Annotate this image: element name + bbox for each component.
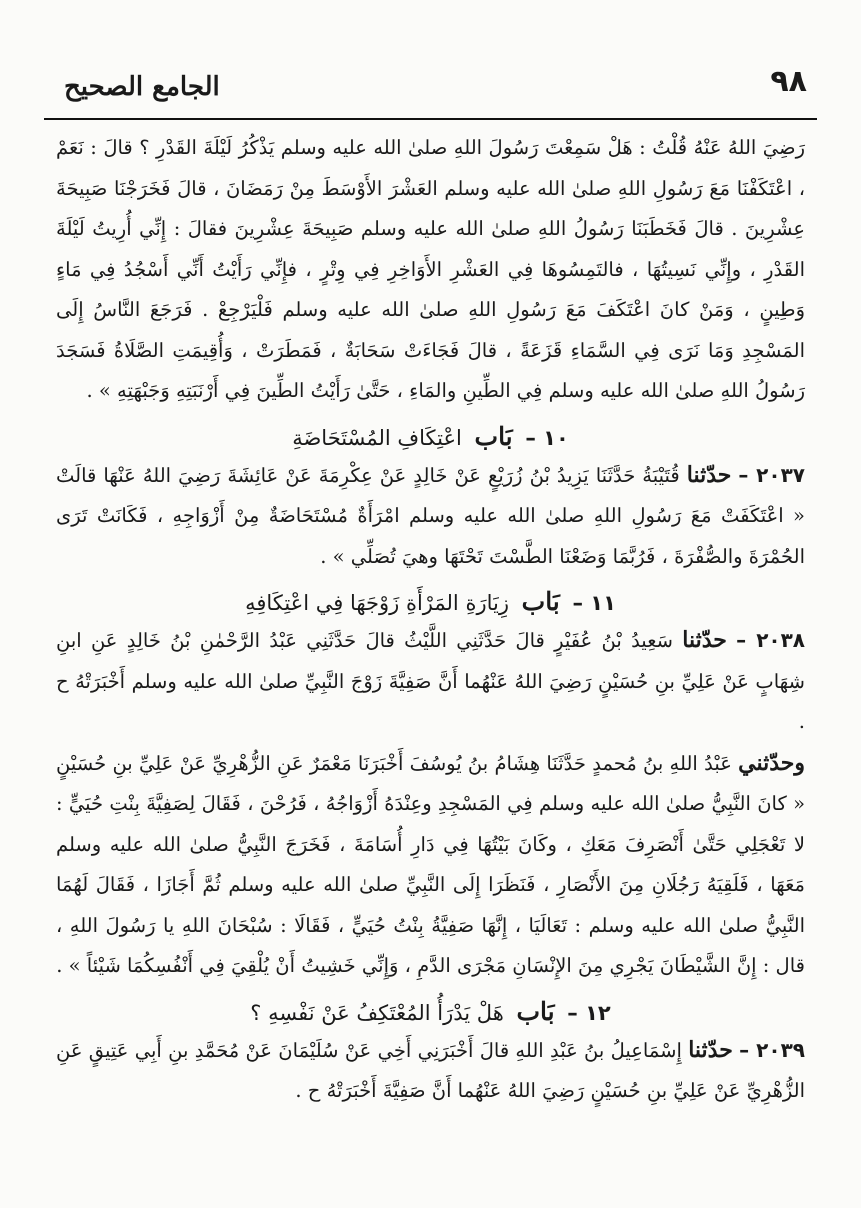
hadith-text: عَبْدُ اللهِ بنُ مُحمدٍ حَدَّثَنَا هِشَامُ بنُ يُوسُفَ أَخْبَرَنَا مَعْمَرٌ عَنِ الزُّهْرِيِّ عَنْ عَلِيِّ بنِ حُسَيْنٍ « كانَ النَّبِيُّ صلىٰ الله عليه وسلم فِي المَسْجِدِ وعِنْدَهُ أَزْوَاجُهُ ، فَرُحْنَ ، فَقَالَ لِصَفِيَّةَ بِنْتِ حُيَيٍّ : لا تَعْجَلِي حَتَّىٰ أَنْصَرِفَ مَعَكِ ، وكَانَ بَيْتُهَا فِي دَارِ أُسَامَةَ ، فَخَرَجَ النَّبِيُّ صلىٰ الله عليه وسلم مَعَهَا ، فَلَقِيَهُ رَجُلَانِ مِنَ الأَنْصَارِ ، فَنَظَرَا إِلَى النَّبِيِّ صلىٰ الله عليه وسلم ثُمَّ أَجَازَا ، فَقَالَ لَهُمَا النَّبِيُّ صلىٰ الله عليه وسلم : تَعَالَيَا ، إِنَّهَا صَفِيَّةُ بِنْتُ حُيَيٍّ ، فَقَالَا : سُبْحَانَ اللهِ يا رَسُولَ اللهِ ، قال : إِنَّ الشَّيْطَانَ يَجْرِي مِنَ الإِنْسَانِ مَجْرَى الدَّمِ ، وَإِنِّي خَشِيتُ أَنْ يُلْقِيَ فِي أَنْفُسِكُمَا شَيْئاً » . bbox=[56, 751, 805, 977]
book-title: الجامع الصحيح bbox=[64, 72, 220, 102]
chapter-heading bbox=[56, 997, 805, 1026]
hadith-number: ٢٠٣٧ – bbox=[738, 462, 805, 487]
haddathana-word: وحدّثني bbox=[738, 749, 805, 776]
chapter-bab: بَاب bbox=[516, 996, 555, 1026]
chapter-number: ١٢ – bbox=[567, 1000, 611, 1025]
chapter-bab: بَاب bbox=[521, 587, 560, 616]
intro-paragraph: رَضِيَ اللهُ عَنْهُ قُلْتُ : هَلْ سَمِعْتَ رَسُولَ اللهِ صلىٰ الله عليه وسلم يَذْكُرُ لَيْلَةَ القَدْرِ ؟ قالَ : نَعَمْ ، اعْتَكَفْنَا مَعَ رَسُولِ اللهِ صلىٰ الله عليه وسلم العَشْرَ الأَوْسَطَ مِنْ رَمَضَانَ ، قالَ فَخَرَجْنَا صَبِيحَةَ عِشْرِينَ . قالَ فَخَطَبَنَا رَسُولُ اللهِ صلىٰ الله عليه وسلم صَبِيحَةَ عِشْرِينَ فقالَ : إِنِّي أُرِيتُ لَيْلَةَ القَدْرِ ، وإِنِّي نَسِيتُهَا ، فالتَمِسُوهَا فِي العَشْرِ الأَوَاخِرِ فِي وِتْرٍ ، فإِنِّي رَأَيْتُ أَنِّي أَسْجُدُ فِي مَاءٍ وَطِينٍ ، وَمَنْ كانَ اعْتَكَفَ مَعَ رَسُولِ اللهِ صلىٰ الله عليه وسلم فَلْيَرْجِعْ . فَرَجَعَ النَّاسُ إِلَى المَسْجِدِ وَمَا نَرَى فِي السَّمَاءِ قَزَعَةً ، قالَ فَجَاءَتْ سَحَابَةٌ ، فَمَطَرَتْ ، وَأُقِيمَتِ الصَّلَاةُ فَسَجَدَ رَسُولُ اللهِ صلىٰ الله عليه وسلم فِي الطِّينِ والمَاءِ ، حَتَّىٰ رَأَيْتُ الطِّينَ فِي أَرْنَبَتِهِ وَجَبْهَتِهِ » . bbox=[56, 136, 805, 402]
haddathana-word: حدّثنا bbox=[688, 1036, 733, 1063]
hadith-number: ٢٠٣٨ – bbox=[736, 628, 806, 652]
chapter-title: زِيَارَةِ المَرْأَةِ زَوْجَهَا فِي اعْتِكَافِهِ bbox=[245, 591, 509, 615]
page-header bbox=[44, 58, 817, 120]
haddathana-word: حدّثنا bbox=[682, 627, 727, 653]
hadith-number: ٢٠٣٩ – bbox=[739, 1037, 805, 1062]
hadith-paragraph bbox=[56, 455, 805, 578]
chapter-number: ١٠ – bbox=[525, 425, 569, 450]
chapter-heading bbox=[56, 422, 805, 451]
chapter-bab: بَاب bbox=[474, 421, 513, 451]
hadith-text: قُتَيْبَةُ حَدَّثَنَا يَزِيدُ بْنُ زُرَيْعٍ عَنْ خَالِدٍ عَنْ عِكْرِمَةَ عَنْ عَائِشَةَ رَضِيَ اللهُ عَنْهَا قالَتْ « اعْتَكَفَتْ مَعَ رَسُولِ اللهِ صلىٰ الله عليه وسلم امْرَأَةٌ مُسْتَحَاضَةٌ مِنْ أَزْوَاجِهِ ، فَكَانَتْ تَرَى الحُمْرَةَ والصُّفْرَةَ ، فَرُبَّمَا وَضَعْنَا الطَّسْتَ تَحْتَهَا وهيَ تُصَلِّي » . bbox=[56, 463, 805, 568]
page-body bbox=[56, 128, 805, 1112]
chapter-number: ١١ – bbox=[572, 591, 616, 615]
hadith-text: سَعِيدُ بْنُ عُفَيْرٍ قالَ حَدَّثَنِي اللَّيْثُ قالَ حَدَّثَنِي عَبْدُ الرَّحْمٰنِ بْنُ خَالِدٍ عَنِ ابنِ شِهَابٍ عَنْ عَلِيِّ بنِ حُسَيْنٍ رَضِيَ اللهُ عَنْهُما أَنَّ صَفِيَّةَ زَوْجَ النَّبِيِّ صلىٰ الله عليه وسلم أَخْبَرَتْهُ ح . bbox=[56, 629, 805, 733]
chapter-heading bbox=[56, 587, 805, 616]
hadith-paragraph bbox=[56, 743, 805, 987]
hadith-paragraph bbox=[56, 620, 805, 743]
hadith-text: إِسْمَاعِيلُ بنُ عَبْدِ اللهِ قالَ أَخْبَرَنِي أَخِي عَنْ سُلَيْمَانَ عَنْ مُحَمَّدِ بنِ أَبِي عَتِيقٍ عَنِ الزُّهْرِيِّ عَنْ عَلِيِّ بنِ حُسَيْنٍ رَضِيَ اللهُ عَنْهُما أَنَّ صَفِيَّةَ أَخْبَرَتْهُ ح . bbox=[56, 1038, 805, 1102]
hadith-paragraph bbox=[56, 1030, 805, 1112]
chapter-title: اعْتِكَافِ المُسْتَحَاضَةِ bbox=[292, 425, 462, 450]
chapter-title: هَلْ يَدْرَأُ المُعْتَكِفُ عَنْ نَفْسِهِ ؟ bbox=[250, 1000, 504, 1025]
page-number: ٩٨ bbox=[770, 64, 807, 99]
haddathana-word: حدّثنا bbox=[686, 461, 732, 488]
